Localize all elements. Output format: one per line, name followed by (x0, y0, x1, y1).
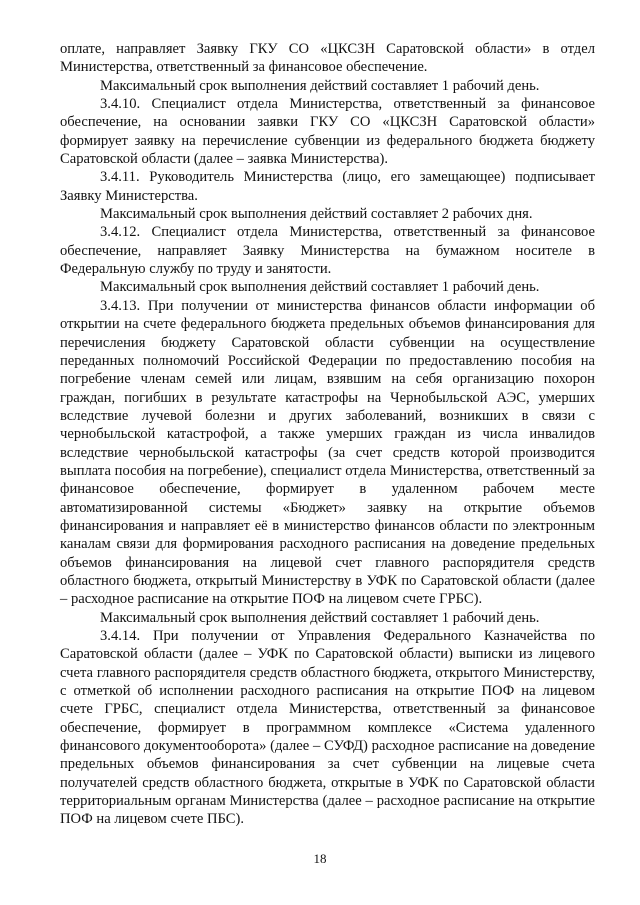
paragraph-deadline: Максимальный срок выполнения действий составляет 2 рабочих дня. (100, 206, 533, 223)
paragraph-continuation: оплате, направляет Заявку ГКУ СО «ЦКСЗН Саратовской области» в отдел Министерства, ответственный за финансовое обеспечение. (60, 41, 595, 76)
paragraph-deadline: Максимальный срок выполнения действий составляет 1 рабочий день. (100, 279, 540, 296)
paragraph-deadline: Максимальный срок выполнения действий составляет 1 рабочий день. (100, 609, 540, 626)
paragraph-3-4-13: 3.4.13. При получении от министерства финансов области информации об открытии на счете федерального бюджета предельных объемов финансирования для перечисления бюджету Саратовской области субвенции на осуществление переданных полномочий Российской Федерации по предоставлению пособия на погребение членам семей или лицам, взявшим на себя организацию похорон граждан, погибших в результате катастрофы на Чернобыльской АЭС, умерших вследствие лучевой болезни и других заболеваний, возникших в связи с чернобыльской катастрофой, а также умерших граждан из числа инвалидов вследствие чернобыльской катастрофы (за счет средств которой производится выплата пособия на погребение), специалист отдела Министерства, ответственный за финансовое обеспечение, формирует в удаленном рабочем месте автоматизированной системы «Бюджет» заявку на открытие объемов финансирования и направляет её в министерство финансов области по электронным каналам связи для формирования расходного расписания на доведение предельных объемов финансирования на лицевой счет главного распорядителя средств областного бюджета, открытый Министерству в УФК по Саратовской области (далее – расходное расписание на открытие ПОФ на лицевом счете ГРБС). (60, 297, 595, 608)
paragraph-3-4-10: 3.4.10. Специалист отдела Министерства, ответственный за финансовое обеспечение, на основании заявки ГКУ СО «ЦКСЗН Саратовской области» формирует заявку на перечисление субвенции из федерального бюджета бюджету Саратовской области (далее – заявка Министерства). (60, 96, 595, 168)
page-number: 18 (313, 851, 327, 866)
paragraph-3-4-11: 3.4.11. Руководитель Министерства (лицо, его замещающее) подписывает Заявку Министерства. (60, 169, 595, 204)
paragraph-deadline: Максимальный срок выполнения действий составляет 1 рабочий день. (100, 77, 540, 94)
paragraph-3-4-12: 3.4.12. Специалист отдела Министерства, ответственный за финансовое обеспечение, направляет Заявку Министерства на бумажном носителе в Федеральную службу по труду и занятости. (60, 224, 595, 278)
paragraph-3-4-14: 3.4.14. При получении от Управления Федерального Казначейства по Саратовской области (далее – УФК по Саратовской области) выписки из лицевого счета главного распорядителя средств областного бюджета, открытого Министерству, с отметкой об исполнении расходного расписания на открытие ПОФ на лицевом счете ГРБС, специалист отдела Министерства, ответственный за финансовое обеспечение, формирует в программном комплексе «Система удаленного финансового документооборота» (далее – СУФД) расходное расписание на доведение предельных объемов финансирования за счет субвенции на лицевые счета получателей средств областного бюджета, открытые в УФК по Саратовской области территориальным органам Министерства (далее – расходное расписание на открытие ПОФ на лицевом счете ПБС). (60, 628, 595, 828)
document-body (60, 40, 595, 829)
